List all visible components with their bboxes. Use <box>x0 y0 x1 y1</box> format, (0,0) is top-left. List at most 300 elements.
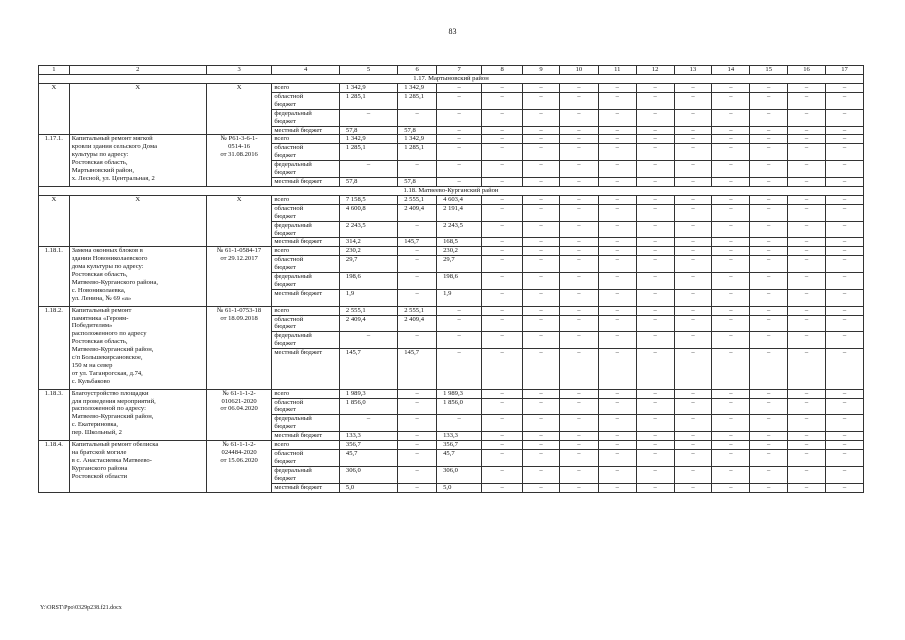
empty-amount: – <box>788 221 826 238</box>
empty-amount: – <box>825 389 863 398</box>
amount-v5: 314,2 <box>339 238 397 247</box>
empty-amount: – <box>559 144 598 161</box>
empty-amount: – <box>712 161 750 178</box>
amount-v7: 198,6 <box>437 273 482 290</box>
object-name <box>69 135 206 186</box>
amount-v6: – <box>398 483 437 492</box>
amount-v6: 1 342,9 <box>398 84 437 93</box>
funding-source-line: местный бюджет <box>274 483 323 491</box>
column-number-header: 6 <box>398 66 437 75</box>
empty-amount: – <box>674 389 712 398</box>
empty-amount: – <box>825 84 863 93</box>
empty-amount: – <box>598 256 636 273</box>
empty-amount: – <box>559 483 598 492</box>
funding-source-line: областной <box>274 450 304 458</box>
object-name <box>69 247 206 306</box>
approval-document <box>206 84 272 135</box>
funding-source <box>272 273 340 290</box>
table-row <box>39 389 864 398</box>
amount-v5: 7 158,5 <box>339 195 397 204</box>
empty-amount: – <box>482 256 523 273</box>
amount-v6: 2 409,4 <box>398 204 437 221</box>
amount-v5: – <box>339 415 397 432</box>
empty-amount: – <box>750 450 788 467</box>
empty-amount: – <box>825 349 863 390</box>
empty-amount: – <box>712 247 750 256</box>
empty-amount: – <box>712 109 750 126</box>
empty-amount: – <box>523 247 560 256</box>
amount-v6: – <box>398 432 437 441</box>
empty-amount: – <box>788 109 826 126</box>
section-title: 1.17. Мартыновский район <box>39 75 864 84</box>
funding-source-line: федеральный <box>274 273 312 281</box>
empty-amount: – <box>523 349 560 390</box>
empty-amount: – <box>788 161 826 178</box>
section-title: 1.18. Матвеево-Курганский район <box>39 186 864 195</box>
budget-table <box>38 65 864 493</box>
object-name-line: Мартыновский район, <box>71 167 134 175</box>
funding-source <box>272 483 340 492</box>
object-name-line: с. Новониколаевка, <box>71 286 126 294</box>
amount-v7: 29,7 <box>437 256 482 273</box>
empty-amount: – <box>674 349 712 390</box>
empty-amount: – <box>523 84 560 93</box>
empty-amount: – <box>523 398 560 415</box>
empty-amount: – <box>750 441 788 450</box>
empty-amount: – <box>482 92 523 109</box>
funding-source-line: федеральный <box>274 466 312 474</box>
empty-amount: – <box>674 161 712 178</box>
object-name-line: расположенной по адресу: <box>71 405 146 413</box>
item-number <box>39 195 70 246</box>
funding-source <box>272 247 340 256</box>
empty-amount: – <box>636 389 674 398</box>
empty-amount: – <box>636 466 674 483</box>
amount-v6: 2 555,1 <box>398 195 437 204</box>
funding-source <box>272 432 340 441</box>
funding-source-line: всего <box>274 84 290 91</box>
funding-source-line: федеральный <box>274 415 312 423</box>
empty-amount: – <box>598 432 636 441</box>
empty-amount: – <box>559 109 598 126</box>
amount-v5: 1,9 <box>339 289 397 306</box>
empty-amount: – <box>712 238 750 247</box>
amount-v5: 45,7 <box>339 450 397 467</box>
empty-amount: – <box>636 126 674 135</box>
empty-amount: – <box>523 92 560 109</box>
amount-v6: – <box>398 389 437 398</box>
empty-amount: – <box>825 256 863 273</box>
empty-amount: – <box>559 398 598 415</box>
object-name-line: памятника «Героям- <box>71 314 129 322</box>
empty-amount: – <box>482 144 523 161</box>
empty-amount: – <box>523 195 560 204</box>
empty-amount: – <box>788 135 826 144</box>
empty-amount: – <box>598 389 636 398</box>
item-number-line: X <box>51 195 57 203</box>
amount-v5: 1 342,9 <box>339 135 397 144</box>
empty-amount: – <box>788 306 826 315</box>
object-name-line: для проведения мероприятий, <box>71 397 156 405</box>
table-row <box>39 84 864 93</box>
funding-source <box>272 450 340 467</box>
empty-amount: – <box>825 466 863 483</box>
empty-amount: – <box>674 84 712 93</box>
funding-source-line: бюджет <box>274 280 296 288</box>
object-name-line: Матвеево-Курганского района, <box>71 278 159 286</box>
empty-amount: – <box>482 483 523 492</box>
empty-amount: – <box>598 221 636 238</box>
funding-source-line: местный бюджет <box>274 432 323 440</box>
empty-amount: – <box>825 221 863 238</box>
amount-v6: – <box>398 450 437 467</box>
empty-amount: – <box>559 273 598 290</box>
amount-v5: 1 856,0 <box>339 398 397 415</box>
column-number-header: 3 <box>206 66 272 75</box>
amount-v7: 1,9 <box>437 289 482 306</box>
empty-amount: – <box>712 398 750 415</box>
column-number-header: 12 <box>636 66 674 75</box>
object-name-line: дома культуры по адресу: <box>71 263 144 271</box>
funding-source-line: всего <box>274 135 290 143</box>
funding-source-line: областной <box>274 256 304 264</box>
amount-v7: – <box>437 177 482 186</box>
empty-amount: – <box>750 238 788 247</box>
empty-amount: – <box>636 483 674 492</box>
empty-amount: – <box>636 289 674 306</box>
empty-amount: – <box>788 441 826 450</box>
amount-v7: 2 191,4 <box>437 204 482 221</box>
amount-v6: – <box>398 466 437 483</box>
empty-amount: – <box>482 247 523 256</box>
empty-amount: – <box>750 315 788 332</box>
empty-amount: – <box>636 349 674 390</box>
object-name-line: Капитальный ремонт обелиска <box>71 441 159 449</box>
item-number-line: 1.18.1. <box>44 247 63 255</box>
empty-amount: – <box>482 332 523 349</box>
amount-v7: – <box>437 315 482 332</box>
approval-document <box>206 306 272 389</box>
empty-amount: – <box>559 126 598 135</box>
amount-v6: – <box>398 415 437 432</box>
empty-amount: – <box>788 415 826 432</box>
empty-amount: – <box>750 161 788 178</box>
object-name-line: Матвеево-Курганский район, <box>71 346 154 354</box>
empty-amount: – <box>636 256 674 273</box>
empty-amount: – <box>825 483 863 492</box>
empty-amount: – <box>750 204 788 221</box>
amount-v5: 4 600,8 <box>339 204 397 221</box>
empty-amount: – <box>559 161 598 178</box>
column-number-header: 10 <box>559 66 598 75</box>
object-name-line: от ул. Таганрогская, д.74, <box>71 369 143 377</box>
empty-amount: – <box>712 332 750 349</box>
funding-source <box>272 332 340 349</box>
table-row <box>39 441 864 450</box>
empty-amount: – <box>825 161 863 178</box>
empty-amount: – <box>598 177 636 186</box>
funding-source <box>272 161 340 178</box>
table-row <box>39 135 864 144</box>
funding-source-line: бюджет <box>274 264 296 272</box>
empty-amount: – <box>788 195 826 204</box>
object-name-line: Капитальный ремонт мягкой <box>71 135 153 143</box>
funding-source <box>272 204 340 221</box>
funding-source <box>272 135 340 144</box>
funding-source-line: всего <box>274 247 290 255</box>
empty-amount: – <box>482 84 523 93</box>
empty-amount: – <box>712 349 750 390</box>
approval-document <box>206 389 272 440</box>
amount-v7: – <box>437 135 482 144</box>
empty-amount: – <box>825 144 863 161</box>
empty-amount: – <box>559 195 598 204</box>
empty-amount: – <box>636 450 674 467</box>
approval-document-line: от 15.06.2020 <box>220 456 258 464</box>
empty-amount: – <box>712 84 750 93</box>
approval-document <box>206 441 272 492</box>
amount-v7: – <box>437 84 482 93</box>
empty-amount: – <box>712 273 750 290</box>
empty-amount: – <box>559 289 598 306</box>
empty-amount: – <box>636 92 674 109</box>
empty-amount: – <box>523 441 560 450</box>
approval-document-line: X <box>236 84 242 91</box>
empty-amount: – <box>598 289 636 306</box>
empty-amount: – <box>750 289 788 306</box>
empty-amount: – <box>482 441 523 450</box>
empty-amount: – <box>559 238 598 247</box>
empty-amount: – <box>750 349 788 390</box>
empty-amount: – <box>674 432 712 441</box>
empty-amount: – <box>712 483 750 492</box>
empty-amount: – <box>712 256 750 273</box>
funding-source-line: бюджет <box>274 117 296 125</box>
empty-amount: – <box>788 84 826 93</box>
section-header-row <box>39 75 864 84</box>
approval-document <box>206 135 272 186</box>
funding-source-line: федеральный <box>274 109 312 117</box>
empty-amount: – <box>598 161 636 178</box>
empty-amount: – <box>523 306 560 315</box>
empty-amount: – <box>712 441 750 450</box>
column-number-row <box>39 66 864 75</box>
empty-amount: – <box>712 450 750 467</box>
empty-amount: – <box>674 221 712 238</box>
empty-amount: – <box>825 273 863 290</box>
empty-amount: – <box>482 177 523 186</box>
empty-amount: – <box>523 332 560 349</box>
empty-amount: – <box>559 177 598 186</box>
amount-v7: – <box>437 332 482 349</box>
empty-amount: – <box>482 238 523 247</box>
object-name-line: Ростовской области <box>71 472 128 480</box>
empty-amount: – <box>750 92 788 109</box>
empty-amount: – <box>674 238 712 247</box>
empty-amount: – <box>750 432 788 441</box>
empty-amount: – <box>712 306 750 315</box>
empty-amount: – <box>523 273 560 290</box>
object-name-line: здании Новониколаевского <box>71 255 148 263</box>
empty-amount: – <box>559 315 598 332</box>
empty-amount: – <box>523 126 560 135</box>
empty-amount: – <box>788 92 826 109</box>
funding-source <box>272 195 340 204</box>
table-body <box>39 66 864 493</box>
empty-amount: – <box>750 195 788 204</box>
funding-source-line: местный бюджет <box>274 349 323 357</box>
table-row <box>39 306 864 315</box>
amount-v5: 57,8 <box>339 126 397 135</box>
amount-v6: 145,7 <box>398 349 437 390</box>
approval-document-line: № 61-1-0584-17 <box>217 247 262 255</box>
empty-amount: – <box>636 135 674 144</box>
amount-v7: 230,2 <box>437 247 482 256</box>
funding-source-line: местный бюджет <box>274 126 323 134</box>
empty-amount: – <box>712 315 750 332</box>
empty-amount: – <box>674 332 712 349</box>
empty-amount: – <box>788 256 826 273</box>
amount-v5: 356,7 <box>339 441 397 450</box>
empty-amount: – <box>825 306 863 315</box>
amount-v7: – <box>437 415 482 432</box>
funding-source-line: бюджет <box>274 169 296 177</box>
amount-v5: 5,0 <box>339 483 397 492</box>
empty-amount: – <box>636 144 674 161</box>
empty-amount: – <box>674 177 712 186</box>
empty-amount: – <box>788 432 826 441</box>
empty-amount: – <box>482 135 523 144</box>
empty-amount: – <box>825 92 863 109</box>
funding-source-line: бюджет <box>274 457 296 465</box>
object-name-line: культуры по адресу: <box>71 151 129 159</box>
empty-amount: – <box>598 398 636 415</box>
empty-amount: – <box>636 221 674 238</box>
item-number <box>39 247 70 306</box>
amount-v6: – <box>398 441 437 450</box>
amount-v5: 2 409,4 <box>339 315 397 332</box>
funding-source <box>272 144 340 161</box>
amount-v6: – <box>398 256 437 273</box>
empty-amount: – <box>559 450 598 467</box>
amount-v6: 145,7 <box>398 238 437 247</box>
empty-amount: – <box>636 161 674 178</box>
funding-source-line: бюджет <box>274 152 296 160</box>
amount-v6: 57,8 <box>398 177 437 186</box>
empty-amount: – <box>523 109 560 126</box>
empty-amount: – <box>674 398 712 415</box>
empty-amount: – <box>636 415 674 432</box>
amount-v5: 230,2 <box>339 247 397 256</box>
empty-amount: – <box>559 415 598 432</box>
empty-amount: – <box>788 273 826 290</box>
funding-source <box>272 256 340 273</box>
funding-source-line: местный бюджет <box>274 177 323 185</box>
funding-source-line: бюджет <box>274 212 296 220</box>
empty-amount: – <box>825 177 863 186</box>
funding-source-line: всего <box>274 195 290 203</box>
amount-v7: 4 603,4 <box>437 195 482 204</box>
empty-amount: – <box>523 135 560 144</box>
empty-amount: – <box>788 332 826 349</box>
empty-amount: – <box>788 450 826 467</box>
amount-v6: 57,8 <box>398 126 437 135</box>
funding-source <box>272 84 340 93</box>
funding-source <box>272 238 340 247</box>
empty-amount: – <box>598 415 636 432</box>
empty-amount: – <box>482 161 523 178</box>
empty-amount: – <box>482 204 523 221</box>
funding-source <box>272 441 340 450</box>
amount-v7: 1 989,3 <box>437 389 482 398</box>
empty-amount: – <box>482 289 523 306</box>
empty-amount: – <box>559 432 598 441</box>
empty-amount: – <box>523 450 560 467</box>
empty-amount: – <box>482 450 523 467</box>
object-name-line: пер. Школьный, 2 <box>71 429 122 437</box>
column-number-header: 13 <box>674 66 712 75</box>
empty-amount: – <box>712 177 750 186</box>
empty-amount: – <box>674 126 712 135</box>
funding-source <box>272 389 340 398</box>
funding-source-line: бюджет <box>274 474 296 482</box>
empty-amount: – <box>825 441 863 450</box>
amount-v6: – <box>398 109 437 126</box>
empty-amount: – <box>523 177 560 186</box>
empty-amount: – <box>750 466 788 483</box>
empty-amount: – <box>674 135 712 144</box>
page-number: 83 <box>448 27 457 36</box>
empty-amount: – <box>750 135 788 144</box>
amount-v6: – <box>398 161 437 178</box>
empty-amount: – <box>559 135 598 144</box>
empty-amount: – <box>750 306 788 315</box>
empty-amount: – <box>750 247 788 256</box>
empty-amount: – <box>598 195 636 204</box>
funding-source-line: бюджет <box>274 323 296 331</box>
amount-v5: 1 342,9 <box>339 84 397 93</box>
empty-amount: – <box>482 315 523 332</box>
empty-amount: – <box>598 349 636 390</box>
empty-amount: – <box>636 109 674 126</box>
approval-document-line: № 61-1-1-2- <box>222 441 256 449</box>
empty-amount: – <box>636 247 674 256</box>
funding-source-line: местный бюджет <box>274 289 323 297</box>
item-number-line: 1.17.1. <box>44 135 63 143</box>
amount-v7: – <box>437 109 482 126</box>
empty-amount: – <box>788 177 826 186</box>
object-name-line: Ростовская область, <box>71 338 128 346</box>
empty-amount: – <box>559 247 598 256</box>
object-name-line: с. Кульбаково <box>71 377 110 385</box>
empty-amount: – <box>674 315 712 332</box>
empty-amount: – <box>712 204 750 221</box>
empty-amount: – <box>598 92 636 109</box>
empty-amount: – <box>674 144 712 161</box>
empty-amount: – <box>559 441 598 450</box>
amount-v7: 2 243,5 <box>437 221 482 238</box>
empty-amount: – <box>523 466 560 483</box>
empty-amount: – <box>636 84 674 93</box>
empty-amount: – <box>750 144 788 161</box>
empty-amount: – <box>598 450 636 467</box>
empty-amount: – <box>712 432 750 441</box>
empty-amount: – <box>712 92 750 109</box>
empty-amount: – <box>712 144 750 161</box>
funding-source-line: бюджет <box>274 340 296 348</box>
empty-amount: – <box>712 126 750 135</box>
empty-amount: – <box>636 273 674 290</box>
